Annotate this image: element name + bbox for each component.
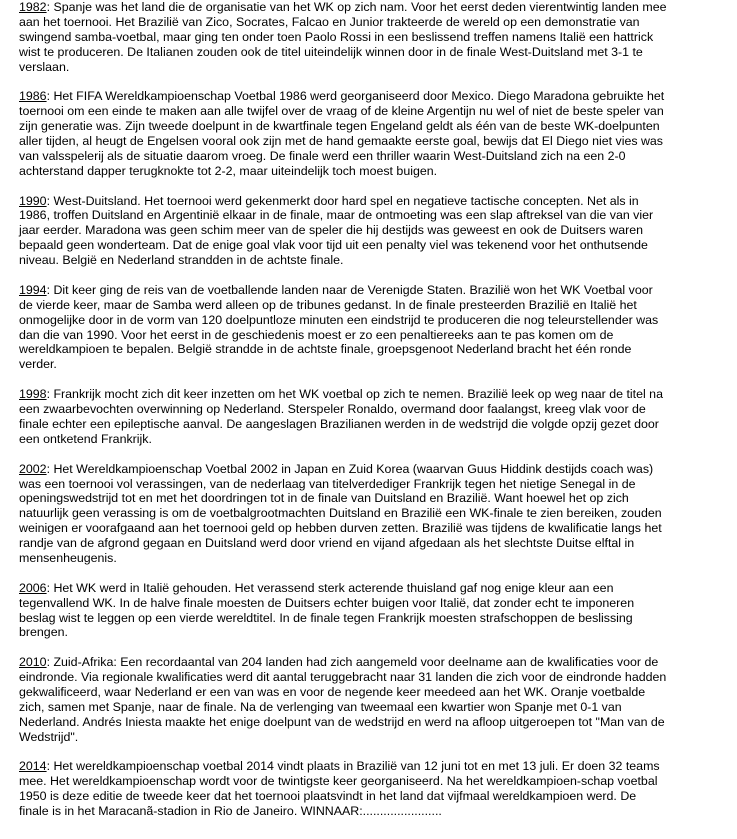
text-line	[19, 328, 734, 343]
text-line	[19, 208, 734, 223]
year-heading: 2014	[19, 759, 47, 774]
text-line	[19, 462, 734, 477]
line-text: brengen.	[19, 625, 68, 640]
paragraph-2014	[19, 759, 734, 819]
text-line	[19, 506, 734, 521]
text-line	[19, 119, 734, 134]
paragraph-1994	[19, 283, 734, 372]
text-line	[19, 402, 734, 417]
line-text: natuurlijk geen verassing is om de voetbalgrootmachten Duitsland en Brazilië een WK-finale te zien bereiken, zouden	[19, 506, 662, 521]
text-line	[19, 89, 734, 104]
line-text: toernooi om een einde te maken aan alle twijfel over de vraag of de kleine Argentijn nu wel of niet de beste speler van	[19, 104, 664, 119]
document-body	[19, 0, 734, 834]
text-line	[19, 104, 734, 119]
text-line	[19, 60, 734, 75]
text-line	[19, 491, 734, 506]
line-text: zijn generatie was. Zijn tweede doelpunt in de kwartfinale tegen Engeland geldt als één van de beste WK-doelpunten	[19, 119, 660, 134]
text-line	[19, 283, 734, 298]
text-line	[19, 804, 734, 819]
text-line	[19, 774, 734, 789]
text-line	[19, 253, 734, 268]
paragraph-2002	[19, 462, 734, 566]
text-line	[19, 789, 734, 804]
line-text: aller tijden, al heugt de Engelsen vooral ook zijn met de hand gemaakte eerste goal, bewijs dat El Diego niet vies was	[19, 134, 664, 149]
text-line	[19, 387, 734, 402]
text-line	[19, 581, 734, 596]
paragraph-2006	[19, 581, 734, 641]
year-heading: 1986	[19, 89, 47, 104]
text-line	[19, 298, 734, 313]
text-line	[19, 715, 734, 730]
line-text: gekwalificeerd, waar Nederland er een van was en voor de negende keer meedeed aan het WK. Oranje voetbalde	[19, 684, 646, 699]
text-line	[19, 357, 734, 372]
line-text: beslag wist te leggen op een vierde wereldtitel. In de finale tegen Frankrijk moesten strafschoppen de beslissing	[19, 610, 633, 625]
text-line	[19, 30, 734, 45]
line-text: : Het wereldkampioenschap voetbal 2014 vindt plaats in Brazilië van 12 juni tot en met 13 juli. Er doen 32 teams	[46, 759, 660, 774]
paragraph-1990	[19, 194, 734, 268]
text-line	[19, 596, 734, 611]
text-line	[19, 685, 734, 700]
line-text: wist te produceren. De Italianen zouden ook de titel uiteindelijk winnen door in de finale West-Duitsland met 3-1 te	[19, 44, 643, 59]
year-heading: 1994	[19, 282, 47, 297]
line-text: randje van de afgrond gegaan en Duitsland werd door vriend en vijand afgedaan als het slechtste Duitse elftal in	[19, 536, 635, 551]
line-text: achterstand dapper terugknokte tot 2-2, maar uiteindelijk toch moest buigen.	[19, 163, 438, 178]
line-text: Wedstrijd".	[19, 729, 79, 744]
line-text: van valsspelerij als de situatie daarom vroeg. De finale werd een thriller waarin West-Duitsland zich na een 2-0	[19, 148, 626, 163]
line-text: dan die van 1990. Voor het eerst in de geschiedenis moest er zo een penaltiereeks aan te pas komen om de	[19, 327, 614, 342]
line-text: de vierde keer, maar de Samba werd alleen op de tribunes gedanst. In de finale presteerden Brazilië en Italië het	[19, 297, 637, 312]
text-line	[19, 149, 734, 164]
line-text: : Zuid-Afrika: Een recordaantal van 204 landen had zich aangemeld voor deelname aan de kwalificaties voor de	[46, 655, 659, 670]
text-line	[19, 45, 734, 60]
line-text: openingswedstrijd tot en met het doordringen tot in de finale van Duitsland en Brazilië. Want hoewel het op zich	[19, 491, 629, 506]
text-line	[19, 0, 734, 15]
text-line	[19, 551, 734, 566]
text-line	[19, 15, 734, 30]
line-text: : Het Wereldkampioenschap Voetbal 2002 in Japan en Zuid Korea (waarvan Guus Hiddink destijds coach was)	[46, 461, 654, 476]
line-text: 1986, troffen Duitsland en Argentinië elkaar in de finale, maar de ontmoeting was een slap aftreksel van die van vier	[19, 208, 654, 223]
line-text: eindronde. Via regionale kwalificaties werd dit aantal teruggebracht naar 31 landen die zich voor de eindronde hadden	[19, 670, 667, 685]
year-heading: 2010	[19, 655, 47, 670]
line-text: verder.	[19, 357, 57, 372]
line-text: onmogelijke door in de vorm van 120 doelpuntloze minuten een eindstrijd te produceren die nog teleurstellender was	[19, 312, 659, 327]
line-text: Nederland. Andrés Iniesta maakte het enige doelpunt van de wedstrijd en werd na afloop uitgeroepen tot "Man van de	[19, 714, 665, 729]
line-text: mensenheugenis.	[19, 550, 117, 565]
line-text: een zwaarbevochten overwinning op Nederland. Sterspeler Ronaldo, overmand door faalangst, kreeg vlak voor de	[19, 402, 646, 417]
text-line	[19, 759, 734, 774]
line-text: : West-Duitsland. Het toernooi werd gekenmerkt door hard spel en negatieve tactische concepten. Net als in	[46, 193, 639, 208]
line-text: niveau. België en Nederland strandden in de achtste finale.	[19, 253, 344, 268]
text-line	[19, 164, 734, 179]
line-text: jaar eerder. Maradona was geen schim meer van de speler die hij destijds was geweest en ook de Duitsers waren	[19, 223, 643, 238]
paragraph-1998	[19, 387, 734, 447]
line-text: : Spanje was het land die de organisatie van het WK op zich nam. Voor het eerst deden vierentwintig landen mee	[46, 0, 667, 14]
line-text: : Frankrijk mocht zich dit keer inzetten om het WK voetbal op zich te nemen. Brazilië leek op weg naar de titel na	[46, 387, 663, 402]
text-line	[19, 655, 734, 670]
line-text: verslaan.	[19, 59, 70, 74]
line-text: weinigen er voorafgaand aan het toernooi geld op hebben durven zetten. Brazilië was tijdens de kwalificatie langs het	[19, 521, 662, 536]
line-text: bepaald geen wonderteam. Dat de enige goal vlak voor tijd uit een penalty viel was tekenend voor het onthutsende	[19, 238, 648, 253]
line-text: swingend samba-voetbal, maar ging ten onder toen Paolo Rossi in een beslissend treffen namens Italië een hattrick	[19, 29, 654, 44]
year-heading: 1990	[19, 193, 47, 208]
text-line	[19, 611, 734, 626]
year-heading: 2006	[19, 580, 47, 595]
line-text: een ontketend Frankrijk.	[19, 431, 152, 446]
line-text: : Het WK werd in Italië gehouden. Het verassend sterk acterende thuisland gaf nog enige kleur aan een	[46, 580, 614, 595]
text-line	[19, 625, 734, 640]
paragraph-2010	[19, 655, 734, 744]
text-line	[19, 536, 734, 551]
year-heading: 2002	[19, 461, 47, 476]
text-line	[19, 194, 734, 209]
line-text: aan het toernooi. Het Brazilië van Zico, Socrates, Falcao en Junior trakteerde de wereld op een demonstratie van	[19, 14, 640, 29]
line-text: finale is in het Maracanã-stadion in Rio de Janeiro. WINNAAR:.......................	[19, 804, 442, 819]
text-line	[19, 134, 734, 149]
line-text: wereldkampioen te bepalen. België strandde in de achtste finale, groepsgenoot Nederland bracht het één ronde	[19, 342, 632, 357]
text-line	[19, 521, 734, 536]
line-text: : Dit keer ging de reis van de voetballende landen naar de Verenigde Staten. Brazilië won het WK Voetbal voor	[46, 282, 653, 297]
line-text: was een toernooi vol verassingen, van de nederlaag van titelverdediger Frankrijk tegen het nietige Senegal in de	[19, 476, 636, 491]
year-heading: 1982	[19, 0, 47, 14]
line-text: mee. Het wereldkampioenschap wordt voor de twintigste keer georganiseerd. Na het wereldkampioen-schap voetbal	[19, 774, 658, 789]
paragraph-1986	[19, 89, 734, 178]
text-line	[19, 342, 734, 357]
line-text: 1950 is deze editie de tweede keer dat het toernooi plaatsvindt in het land dat vijfmaal wereldkampioen werd. De	[19, 789, 637, 804]
text-line	[19, 670, 734, 685]
line-text: : Het FIFA Wereldkampioenschap Voetbal 1986 werd georganiseerd door Mexico. Diego Maradona gebruikte het	[46, 89, 665, 104]
paragraph-1982	[19, 0, 734, 74]
line-text: finale echter een epileptische aanval. De aangeslagen Brazilianen werden in de wedstrijd die volgde opzij gezet door	[19, 416, 659, 431]
text-line	[19, 432, 734, 447]
text-line	[19, 477, 734, 492]
text-line	[19, 417, 734, 432]
line-text: zich, samen met Spanje, naar de finale. Na de verlenging van tweemaal een kwartier won Spanje met 0-1 van	[19, 699, 622, 714]
text-line	[19, 238, 734, 253]
text-line	[19, 313, 734, 328]
line-text: tegenvallend WK. In de halve finale moesten de Duitsers echter buigen voor Italië, dat zonder echt te imponeren	[19, 595, 635, 610]
text-line	[19, 730, 734, 745]
year-heading: 1998	[19, 387, 47, 402]
text-line	[19, 223, 734, 238]
text-line	[19, 700, 734, 715]
